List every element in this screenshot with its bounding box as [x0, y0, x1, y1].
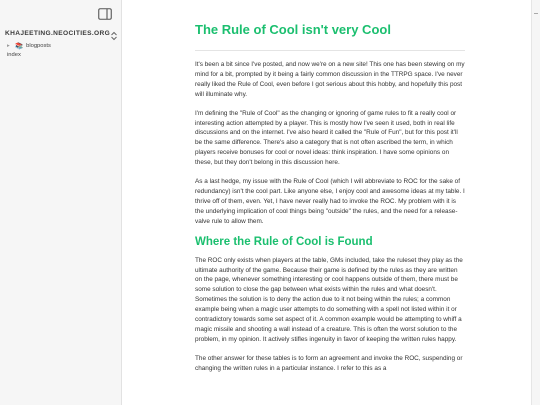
article-title: The Rule of Cool isn't very Cool — [195, 22, 391, 37]
paragraph: The other answer for these tables is to form an agreement and invoke the ROC, suspending or changing the written rules in a particular instance. I refer to this as a — [195, 354, 463, 372]
article — [195, 22, 465, 383]
site-title[interactable]: KHAJEETING.NEOCITIES.ORG — [5, 29, 111, 37]
paragraph: It's been a bit since I've posted, and now we're on a new site! This one has been stewing on my mind for a bit, prompted by it being a fairly common discussion in the TTRPG space. I've never really liked the Rule of Cool, even before I got serious about this hobby, and hopefully this post will illuminate why. — [195, 61, 465, 98]
section-heading: Where the Rule of Cool is Found — [195, 235, 373, 248]
paragraph: I'm defining the "Rule of Cool" as the changing or ignoring of game rules to fit a really cool or interesting action attempted by a player. This is mostly how I've seen it used, both in real life discussions and on the internet. I've also heard it called the "Rule of Fun", but for this post it'll be the same difference. There's also a category that is not often ascribed the term, in which players receive bonuses for cool or novel ideas: think inspiration. I have some opinions on these, but they don't belong in this discussion here. — [195, 109, 458, 167]
tree-item-blogposts[interactable] — [7, 41, 51, 50]
paragraph: The ROC only exists when players at the table, GMs included, take the ruleset they play as the ultimate authority of the game. Because their game is defined by the rules as they are written on the page, whenever something interesting or cool happens outside of them, there must be some solution to close the gap between what exists within the rules and what doesn't. Sometimes the solution is to deny the action due to it not being within the rules; a common example being when a magic user attempts to do something with a spell not listed within it or contradictory towards some set aspect of it. A common example would be attempting to whiff a magic missile and shooting a wall instead of a creature. This is often the worst solution to the problem, in my opinion. It actively stifles ingenuity in favor of keeping the written rules happy. — [195, 256, 463, 343]
title-divider — [195, 50, 465, 51]
tree-item-label: blogposts — [26, 42, 51, 49]
right-sidebar-handle[interactable] — [534, 13, 538, 14]
sidebar — [0, 0, 122, 405]
chevron-right-icon[interactable]: ▸ — [7, 42, 10, 49]
sidebar-item-index[interactable]: index — [7, 52, 21, 58]
books-icon: 📚 — [15, 42, 24, 50]
chevron-up-down-icon[interactable] — [110, 28, 118, 38]
right-sidebar-edge — [531, 0, 540, 405]
paragraph: As a last hedge, my issue with the Rule of Cool (which I will abbreviate to ROC for the sake of redundancy) isn't the cool part. Like anyone else, I enjoy cool and awesome ideas at my table. I thrive off of them, even. Yet, I have never really had to invoke the ROC. My problem with it is the underlying implication of cool things being "outside" the rules, and the need for a release-valve rule to allow them. — [195, 178, 465, 225]
site-switcher[interactable] — [5, 27, 117, 39]
sidebar-toggle-icon[interactable] — [98, 7, 112, 19]
